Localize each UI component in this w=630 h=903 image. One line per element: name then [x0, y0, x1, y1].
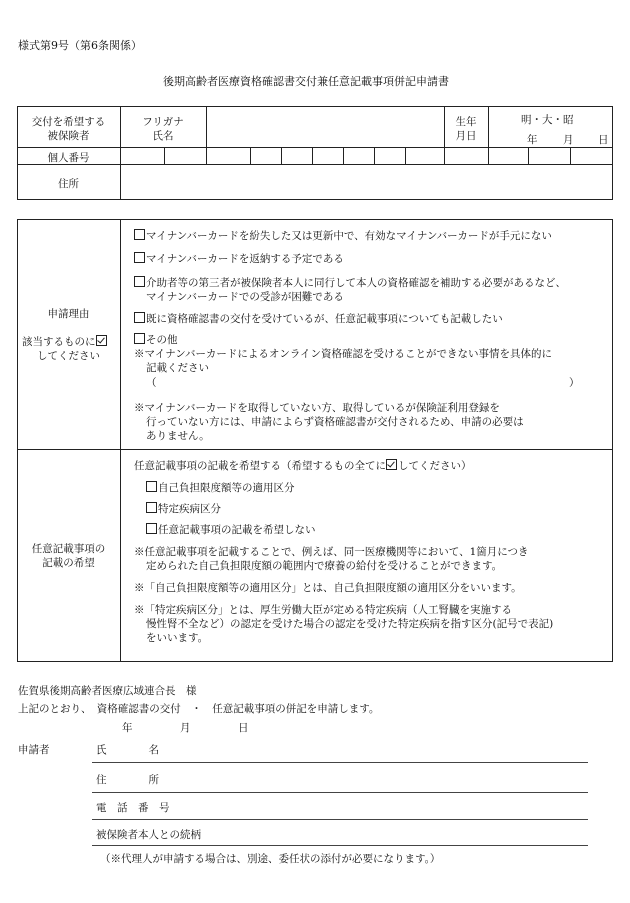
date-year-label: 年: [122, 722, 133, 734]
checkbox-icon[interactable]: [134, 312, 145, 323]
name-input[interactable]: [207, 107, 443, 146]
reason-already-issued[interactable]: 既に資格確認書の交付を受けているが、任意記載事項についても記載したい: [134, 311, 503, 326]
note-line-3: ありません。: [146, 430, 210, 442]
birth-month-label: 月: [563, 134, 574, 146]
desire-heading: 任意記載事項の記載を希望する（希望するもの全てに してください）: [134, 460, 472, 472]
check-instruction-2: してください: [37, 350, 100, 362]
birth-year-label: 年: [527, 134, 538, 146]
applicant-label: 申請者: [18, 744, 50, 756]
page-title: 後期高齢者医療資格確認書交付兼任意記載事項併記申請書: [163, 75, 449, 88]
reason-lost-card[interactable]: マイナンバーカードを紛失した又は更新中で、有効なマイナンバーカードが手元にない: [134, 228, 552, 243]
note-line-2: 行っていない方には、申請によらず資格確認書が交付されるため、申請の必要は: [146, 416, 524, 428]
desire-note-3b: 慢性腎不全など）の認定を受けた場合の認定を受けた特定疾病を指す区分(記号で表記): [146, 618, 554, 630]
note-line-1: ※マイナンバーカードを取得していない方、取得しているが保険証利用登録を: [134, 402, 500, 414]
desire-note-3: ※「特定疾病区分」とは、厚生労働大臣が定める特定疾病（人工腎臓を実施する: [134, 604, 512, 616]
mynumber-input[interactable]: [121, 148, 612, 163]
applicant-phone-line[interactable]: [92, 819, 588, 820]
checkbox-icon[interactable]: [146, 502, 157, 513]
applicant-address-label: 住 所: [96, 774, 159, 786]
form-number: 様式第9号（第6条関係）: [18, 39, 142, 52]
option-no-entry[interactable]: 任意記載事項の記載を希望しない: [146, 522, 316, 537]
checkbox-icon[interactable]: [146, 523, 157, 534]
checkbox-icon[interactable]: [134, 252, 145, 263]
applicant-name-line[interactable]: [92, 762, 588, 763]
date-day-label: 日: [238, 722, 249, 734]
checkbox-icon: [386, 459, 397, 470]
name-label: 氏名: [152, 130, 174, 142]
other-reason-input[interactable]: [155, 374, 565, 388]
reason-caregiver-cont: マイナンバーカードでの受診が困難である: [146, 291, 344, 303]
checkbox-icon[interactable]: [134, 333, 145, 344]
option-specific-disease[interactable]: 特定疾病区分: [146, 501, 221, 516]
agent-note: （※代理人が申請する場合は、別途、委任状の添付が必要になります。）: [100, 853, 441, 865]
date-month-label: 月: [180, 722, 191, 734]
desire-note-3c: をいいます。: [146, 632, 209, 644]
address-input[interactable]: [121, 165, 612, 199]
option-copay-limit[interactable]: 自己負担限度額等の適用区分: [146, 480, 295, 495]
checkbox-icon[interactable]: [134, 229, 145, 240]
check-instruction: 該当するものに: [22, 334, 108, 349]
era-options[interactable]: 明・大・昭: [521, 114, 574, 126]
applicant-label: 交付を希望する: [31, 116, 106, 128]
paren-open: （: [146, 377, 157, 389]
desire-note-2: ※「自己負担限度額等の適用区分」とは、自己負担限度額の適用区分をいいます。: [134, 582, 522, 594]
relationship-line[interactable]: [92, 845, 588, 846]
mynumber-label: 個人番号: [47, 152, 90, 164]
checkbox-icon[interactable]: [146, 481, 157, 492]
application-statement: 上記のとおり、 資格確認書の交付 ・ 任意記載事項の併記を申請します。: [18, 703, 380, 715]
birth-label-2: 月日: [455, 130, 477, 142]
reason-other[interactable]: その他: [134, 332, 178, 347]
applicant-address-line[interactable]: [92, 792, 588, 793]
other-note-2: 記載ください: [146, 362, 209, 374]
applicant-name-label: 氏 名: [96, 744, 159, 756]
paren-close: ）: [569, 377, 580, 389]
applicant-label-2: 被保険者: [47, 130, 90, 142]
desire-label-2: 記載の希望: [42, 557, 95, 569]
birth-label: 生年: [455, 116, 477, 128]
birth-day-label: 日: [598, 134, 609, 146]
address-label: 住所: [58, 178, 79, 190]
checkbox-icon: [96, 335, 107, 346]
reason-caregiver[interactable]: 介助者等の第三者が被保険者本人に同行して本人の資格確認を補助する必要があるなど、: [134, 275, 566, 290]
desire-note-1: ※任意記載事項を記載することで、例えば、同一医療機関等において、1箇月につき: [134, 546, 529, 558]
applicant-phone-label: 電 話 番 号: [96, 802, 170, 814]
desire-label: 任意記載事項の: [31, 543, 106, 555]
furigana-label: フリガナ: [142, 116, 184, 128]
addressee: 佐賀県後期高齢者医療広域連合長 様: [18, 685, 197, 697]
relationship-label: 被保険者本人との続柄: [96, 829, 201, 841]
reason-label: 申請理由: [47, 308, 90, 320]
other-note: ※マイナンバーカードによるオンライン資格確認を受けることができない事情を具体的に: [134, 348, 553, 360]
reason-return-card[interactable]: マイナンバーカードを返納する予定である: [134, 251, 344, 266]
checkbox-icon[interactable]: [134, 276, 145, 287]
desire-note-1b: 定められた自己負担限度額の範囲内で療養の給付を受けることができます。: [146, 560, 503, 572]
